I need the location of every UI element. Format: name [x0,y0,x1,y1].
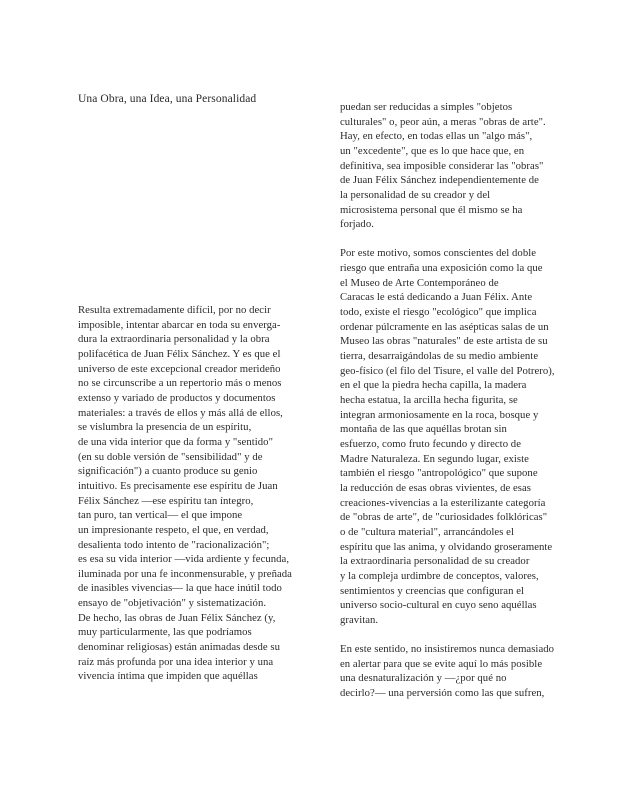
text-line: de "obras de arte", de "curiosidades folklóricas" [340,511,548,524]
left-paragraph [78,303,330,684]
text-line: significación") a cuanto produce su genio [78,465,258,478]
text-line: un "excedente", que es lo que hace que, en [340,144,525,157]
text-line: geo-físico (el filo del Tisure, el valle del Potrero), [340,364,555,377]
text-line: no se circunscribe a un repertorio más o menos [78,377,282,390]
text-line: esfuerzo, como fruto fecundo y directo de [340,437,521,450]
text-line: definitiva, sea imposible considerar las "obras" [340,159,544,172]
text-line: de inasibles vivencias— la que hace inútil todo [78,582,282,595]
right-paragraph-1 [340,100,592,232]
text-line: forjado. [340,218,374,231]
text-line: tan puro, tan vertical— el que impone [78,509,243,522]
text-line: intuitivo. Es precisamente ese espíritu de Juan [78,479,278,492]
text-line: todo, existe el riesgo "ecológico" que implica [340,306,537,319]
text-line: de Juan Félix Sánchez independientemente de [340,174,539,187]
paragraph-gap [340,232,592,247]
text-line: puedan ser reducidas a simples "objetos [340,101,513,113]
text-line: muy particularmente, las que podríamos [78,626,252,639]
paragraph-gap [340,627,592,642]
text-line: extenso y variado de productos y documentos [78,391,276,404]
text-line: polifacética de Juan Félix Sánchez. Y es que el [78,347,281,360]
text-line: (en su doble versión de "sensibilidad" y de [78,450,263,463]
text-line: Museo las obras "naturales" de este artista de su [340,335,548,348]
text-line: vivencia íntima que impiden que aquéllas [78,670,258,683]
text-line: denominar religiosas) están animadas desde su [78,641,280,654]
text-line: espíritu que las anima, y olvidando groseramente [340,540,553,553]
text-line: Félix Sánchez —ese espíritu tan íntegro, [78,494,254,507]
text-line: Caracas le está dedicando a Juan Félix. Ante [340,291,533,304]
text-line: iluminada por una fe inconmensurable, y preñada [78,567,292,580]
text-line: la extraordinaria personalidad de su creador [340,555,530,568]
text-line: o de "cultura material", arrancándoles el [340,525,514,538]
right-column [340,100,592,701]
text-line: hecha estatua, la arcilla hecha figurita, se [340,393,518,406]
text-line: universo de este excepcional creador merideño [78,362,281,375]
text-line: gravitan. [340,613,379,626]
right-paragraph-2 [340,246,592,627]
text-line: la reducción de esas obras vivientes, de esas [340,481,531,494]
text-line: De hecho, las obras de Juan Félix Sánchez (y, [78,611,276,624]
text-line: una desnaturalización y —¿por qué no [340,672,507,685]
text-line: es esa su vida interior —vida ardiente y fecunda, [78,553,290,566]
text-line: Madre Naturaleza. En segundo lugar, existe [340,452,529,465]
text-line: se vislumbra la presencia de un espíritu, [78,421,252,434]
text-line: riesgo que entraña una exposición como la que [340,262,543,275]
text-line: un impresionante respeto, el que, en verdad, [78,523,269,536]
text-line: microsistema personal que él mismo se ha [340,203,523,216]
text-line: En este sentido, no insistiremos nunca demasiado [340,642,555,655]
text-line: dura la extraordinaria personalidad y la obra [78,333,270,346]
section-heading: Una Obra, una Idea, una Personalidad [78,93,257,105]
text-line: imposible, intentar abarcar en toda su envergа- [78,318,281,331]
text-line: montaña de las que aquéllas brotan sin [340,423,507,436]
text-line: en el que la piedra hecha capilla, la madera [340,379,527,392]
text-line: sentimientos y creencias que configuran el [340,584,525,597]
text-line: la personalidad de su creador y del [340,188,491,201]
text-line: en alertar para que se evite aquí lo más posible [340,657,543,670]
text-line: ensayo de "objetivación" y sistematización. [78,597,267,610]
text-line: y la compleja urdimbre de conceptos, valores, [340,569,539,582]
text-line: ordenar púlcramente en las asépticas salas de un [340,320,549,333]
text-line: el Museo de Arte Contemporáneo de [340,276,499,289]
text-line: materiales: a través de ellos y más allá de ellos, [78,406,283,419]
text-line: Resulta extremadamente difícil, por no decir [78,304,271,316]
text-line: raíz más profunda por una idea interior y una [78,655,274,668]
text-line: Por este motivo, somos conscientes del doble [340,247,537,260]
text-line: desalienta todo intento de "racionalización"; [78,538,270,551]
text-line: decirlo?— una perversión como las que sufren, [340,686,545,699]
text-line: integran armoniosamente en la roca, bosque y [340,408,539,421]
text-line: creaciones-vivencias a la esterilizante categoría [340,496,546,509]
text-line: de una vida interior que da forma y "sentido" [78,435,273,448]
right-paragraph-3 [340,642,592,701]
text-line: tierra, desarraigándolas de su medio ambiente [340,350,539,362]
left-column [78,303,330,684]
text-line: culturales" o, peor aún, a meras "obras de arte". [340,115,546,128]
text-line: universo socio-cultural en cuyo seno aquéllas [340,599,537,612]
text-line: Hay, en efecto, en todas ellas un "algo más", [340,130,533,143]
text-line: también el riesgo "antropológico" que supone [340,467,538,480]
